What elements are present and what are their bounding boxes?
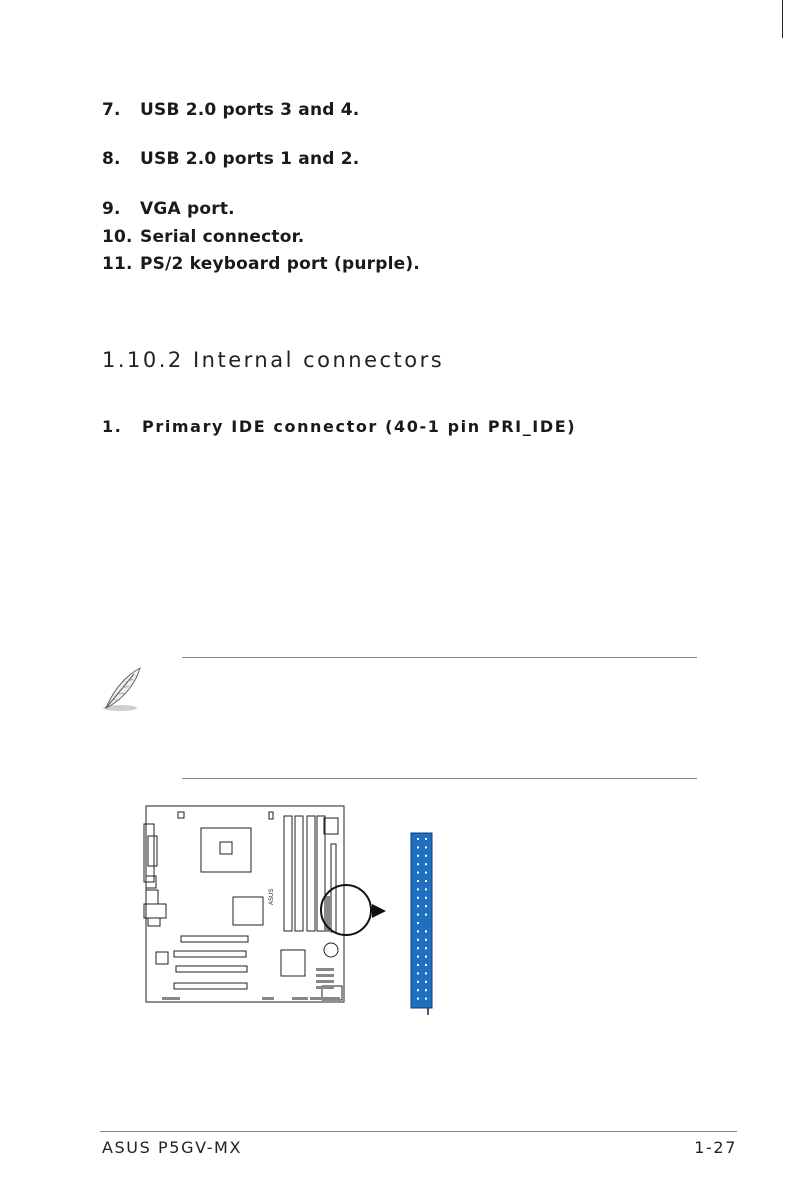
connector-pin — [417, 956, 419, 958]
connector-pin — [417, 981, 419, 983]
connector-pin — [417, 846, 419, 848]
connector-pin — [425, 998, 427, 1000]
list-item: 8. USB 2.0 ports 1 and 2. — [102, 149, 360, 169]
connector-pin — [425, 956, 427, 958]
connector-pin — [417, 914, 419, 916]
list-item: 11. PS/2 keyboard port (purple). — [102, 254, 420, 274]
connector-pin — [425, 855, 427, 857]
connector-pin — [417, 905, 419, 907]
connector-pin — [425, 972, 427, 974]
list-item: 9. VGA port. — [102, 199, 235, 219]
connector-pin — [425, 914, 427, 916]
connector-pin — [417, 922, 419, 924]
page-edge-rule — [782, 0, 783, 38]
cpu-socket — [201, 828, 251, 872]
page-number: 1-27 — [694, 1138, 737, 1157]
connector-pin — [417, 964, 419, 966]
connector-pin — [417, 989, 419, 991]
connector-pin — [425, 838, 427, 840]
connector-pin — [417, 998, 419, 1000]
connector-pin — [417, 930, 419, 932]
board-logo: ASUS — [269, 888, 275, 905]
connector-pin — [417, 863, 419, 865]
connector-pin — [425, 939, 427, 941]
ide-connector-blue — [411, 833, 432, 1008]
connector-pin — [417, 872, 419, 874]
connector-pin — [417, 888, 419, 890]
connector-pin — [425, 846, 427, 848]
connector-pin — [425, 888, 427, 890]
footer-rule — [100, 1131, 737, 1132]
connector-pin — [425, 964, 427, 966]
connector-pin — [425, 989, 427, 991]
connector-pin — [425, 872, 427, 874]
feather-quill-icon — [100, 664, 144, 714]
connector-pin — [425, 981, 427, 983]
connector-pin — [417, 939, 419, 941]
board-outline — [146, 806, 344, 1002]
connector-pin — [417, 972, 419, 974]
connector-pin — [425, 930, 427, 932]
footer-model: ASUS P5GV-MX — [102, 1138, 243, 1157]
connector-pin — [417, 880, 419, 882]
note-bottom-rule — [182, 778, 697, 779]
connector-pin — [417, 897, 419, 899]
connector-pin — [417, 838, 419, 840]
note-top-rule — [182, 657, 697, 658]
connector-pin — [425, 905, 427, 907]
connector-pin — [425, 863, 427, 865]
list-item: 7. USB 2.0 ports 3 and 4. — [102, 100, 360, 120]
motherboard-layout-diagram — [134, 800, 454, 1015]
connector-pin — [425, 897, 427, 899]
list-item: 10. Serial connector. — [102, 227, 305, 247]
section-heading: 1.10.2 Internal connectors — [102, 348, 445, 372]
connector-pin — [425, 947, 427, 949]
subsection-heading: 1. Primary IDE connector (40-1 pin PRI_IDE) — [102, 417, 577, 436]
connector-pin — [417, 855, 419, 857]
connector-pin — [425, 880, 427, 882]
connector-pin — [417, 947, 419, 949]
